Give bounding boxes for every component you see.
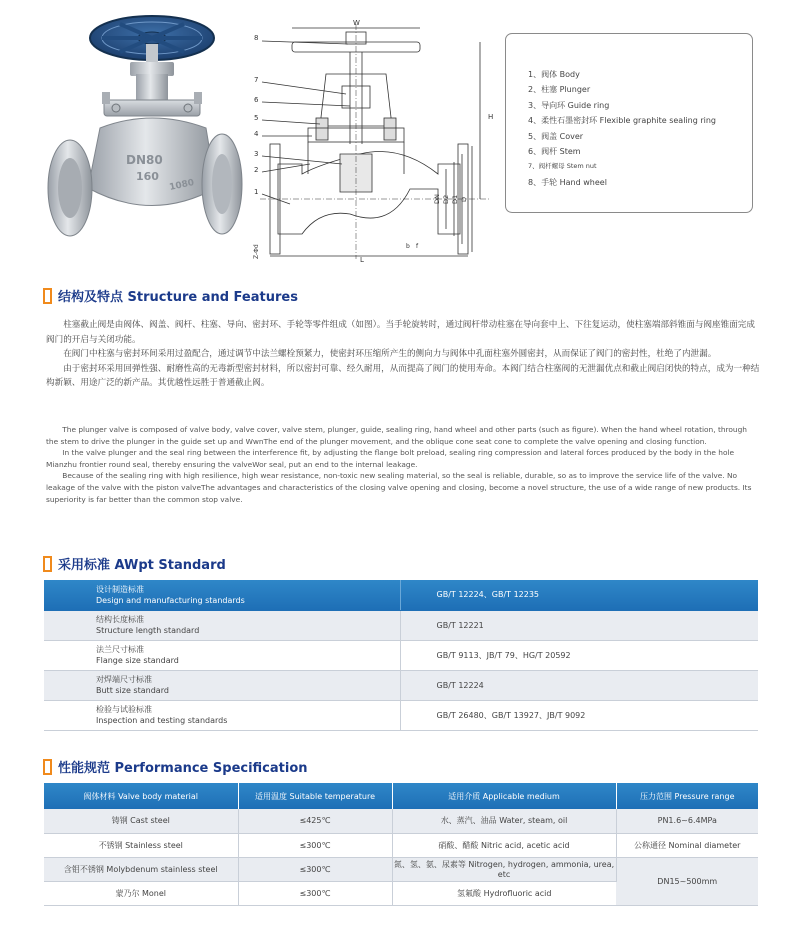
cell-material: 铸钢 Cast steel xyxy=(44,809,238,833)
table-row xyxy=(44,833,758,857)
legend-item-guide-ring: 3、导向环 Guide ring xyxy=(528,100,610,110)
cell-material: 蒙乃尔 Monel xyxy=(44,881,238,905)
structure-en-paragraph-3: Because of the sealing ring with high resilience, high wear resistance, non-toxic new sealing material, so the seal is reliable, durable, so as to improve the service life of the valve. No leakage of the valve with the piston valveThe advantages and characteristics of the closing valve opening and closing, become a novel structure, the use of a wide range of new products. Its superiority is far better than the common stop valve. xyxy=(46,471,752,504)
dim-f: f xyxy=(416,243,419,250)
performance-title: 性能规范 Performance Specification xyxy=(58,761,308,776)
legend-item-hand-wheel: 8、手轮 Hand wheel xyxy=(528,177,607,187)
standard-value: GB/T 12224、GB/T 12235 xyxy=(400,580,758,610)
table-row xyxy=(44,580,758,610)
legend-item-stem: 6、阀杆 Stem xyxy=(528,147,581,157)
table-row xyxy=(44,700,758,730)
standard-key-en: Flange size standard xyxy=(96,656,179,665)
header-temperature: 适用温度 Suitable temperature xyxy=(238,783,392,809)
cell-temperature: ≤300℃ xyxy=(238,881,392,905)
part-number-2: 2 xyxy=(254,166,259,174)
structure-cn-paragraph-1: 柱塞截止阀是由阀体、阀盖、阀杆、柱塞、导向、密封环、手轮等零件组成（如图）。当手轮旋转时，通过阀杆带动柱塞在导向套中上、下往复运动，使柱塞端部斜锥面与阀座锥面完成阀门的开启与关闭功能。 xyxy=(46,320,755,345)
part-number-8: 8 xyxy=(254,34,259,42)
cell-medium: 氢氟酸 Hydrofluoric acid xyxy=(392,881,616,905)
structure-cn-paragraph-2: 在阀门中柱塞与密封环间采用过盈配合，通过调节中法兰螺栓预紧力，使密封环压缩所产生的侧向力与阀体中孔面柱塞外圆密封，从而保证了阀门的密封性，杜绝了内泄漏。 xyxy=(63,349,717,360)
cell-medium: 水、蒸汽、油品 Water, steam, oil xyxy=(392,809,616,833)
structure-title: 结构及特点 Structure and Features xyxy=(58,290,298,305)
body-marking-pressure: 160 xyxy=(136,170,159,183)
table-header-row xyxy=(44,783,758,809)
cell-material: 含钼不锈钢 Molybdenum stainless steel xyxy=(44,857,238,881)
structure-en-text xyxy=(46,424,760,505)
table-row xyxy=(44,857,758,881)
header-pressure: 压力范围 Pressure range xyxy=(616,783,758,809)
standard-key-cn: 结构长度标准 xyxy=(96,615,144,624)
structure-cn-paragraph-3: 由于密封环采用回弹性强、耐磨性高的无毒新型密封材料，所以密封可靠、经久耐用，从而提高了阀门的使用寿命。本阀门结合柱塞阀的无泄漏优点和截止阀启闭快的特点，成为一种结构新颖、用途广泛的新产品。其优越性远胜于普通截止阀。 xyxy=(46,363,760,389)
section-marker-icon xyxy=(43,288,52,304)
dim-h: H xyxy=(488,113,494,121)
cell-pressure: DN15~500mm xyxy=(616,857,758,905)
cell-pressure: 公称通径 Nominal diameter xyxy=(616,833,758,857)
structure-cn-text xyxy=(46,318,760,391)
legend-item-stem-nut: 7、阀杆螺母 Stem nut xyxy=(528,162,597,171)
standard-value: GB/T 9113、JB/T 79、HG/T 20592 xyxy=(400,640,758,670)
structure-section-header xyxy=(43,286,298,305)
standard-key-cn: 检验与试验标准 xyxy=(96,705,152,714)
body-marking-dn: DN80 xyxy=(126,153,163,167)
standard-value: GB/T 12224 xyxy=(400,670,758,700)
table-row xyxy=(44,610,758,640)
part-number-1: 1 xyxy=(254,188,259,196)
standard-section-header xyxy=(43,554,226,573)
table-row xyxy=(44,670,758,700)
part-number-3: 3 xyxy=(254,150,259,158)
standard-key-cell xyxy=(44,640,400,670)
standard-value: GB/T 12221 xyxy=(400,610,758,640)
performance-section-header xyxy=(43,757,308,776)
table-row xyxy=(44,809,758,833)
part-number-7: 7 xyxy=(254,76,259,84)
legend-item-sealing-ring: 4、柔性石墨密封环 Flexible graphite sealing ring xyxy=(528,116,716,126)
standard-key-en: Design and manufacturing standards xyxy=(96,595,245,605)
cell-pressure: PN1.6~6.4MPa xyxy=(616,809,758,833)
valve-photo xyxy=(40,8,250,248)
cell-material: 不锈钢 Stainless steel xyxy=(44,833,238,857)
standard-key-cn: 对焊端尺寸标准 xyxy=(96,675,152,684)
standard-key-cn: 法兰尺寸标准 xyxy=(96,645,144,654)
standard-key-cn: 设计制造标准 xyxy=(96,584,144,594)
part-number-4: 4 xyxy=(254,130,259,138)
standard-key-en: Butt size standard xyxy=(96,686,169,695)
cell-temperature: ≤300℃ xyxy=(238,857,392,881)
dim-w: W xyxy=(353,19,360,27)
legend-item-plunger: 2、柱塞 Plunger xyxy=(528,85,591,95)
part-number-6: 6 xyxy=(254,96,259,104)
standard-key-en: Inspection and testing standards xyxy=(96,716,228,725)
standard-value: GB/T 26480、GB/T 13927、JB/T 9092 xyxy=(400,700,758,730)
dim-l: L xyxy=(360,256,364,264)
parts-legend xyxy=(505,33,753,213)
cell-medium: 硝酸、醋酸 Nitric acid, acetic acid xyxy=(392,833,616,857)
dim-d1: D1 xyxy=(451,194,459,204)
standard-key-cell xyxy=(44,580,400,610)
standard-key-cell xyxy=(44,610,400,640)
part-number-5: 5 xyxy=(254,114,259,122)
standard-table xyxy=(44,580,758,731)
header-material: 阀体材料 Valve body material xyxy=(44,783,238,809)
legend-item-cover: 5、阀盖 Cover xyxy=(528,131,584,141)
header-medium: 适用介质 Applicable medium xyxy=(392,783,616,809)
dim-b: b xyxy=(406,243,410,250)
structure-en-paragraph-2: In the valve plunger and the seal ring between the interference fit, by adjusting the flange bolt preload, sealing ring compression and lateral forces produced by the body in the hole Mianzhu frontier round seal, thereby ensuring the valveWor seal, put an end to the internal leakage. xyxy=(46,448,735,469)
dim-dn: DN xyxy=(433,194,441,204)
standard-key-en: Structure length standard xyxy=(96,626,200,635)
table-row xyxy=(44,640,758,670)
performance-table xyxy=(44,783,758,906)
body-marking-code: 1080 xyxy=(168,177,196,193)
cell-temperature: ≤300℃ xyxy=(238,833,392,857)
legend-item-body: 1、阀体 Body xyxy=(528,70,580,79)
technical-drawing xyxy=(250,14,500,264)
structure-en-paragraph-1: The plunger valve is composed of valve body, valve cover, valve stem, plunger, guide, sealing ring, hand wheel and other parts (such as figure). When the hand wheel rotation, through the stem to drive the plunger in the guide set up and WwnThe end of the plunger movement, and the oblique cone seat cone to complete the valve opening and closing function. xyxy=(46,425,747,446)
standard-key-cell xyxy=(44,700,400,730)
section-marker-icon xyxy=(43,556,52,572)
dim-d: D xyxy=(460,196,468,202)
dim-d2: D2 xyxy=(442,194,450,204)
standard-title: 采用标准 AWpt Standard xyxy=(58,558,226,573)
cell-medium: 氮、氢、氨、尿素等 Nitrogen, hydrogen, ammonia, urea, etc xyxy=(392,857,616,881)
standard-key-cell xyxy=(44,670,400,700)
dim-bolt: Z-Φd xyxy=(253,244,260,259)
cell-temperature: ≤425℃ xyxy=(238,809,392,833)
section-marker-icon xyxy=(43,759,52,775)
